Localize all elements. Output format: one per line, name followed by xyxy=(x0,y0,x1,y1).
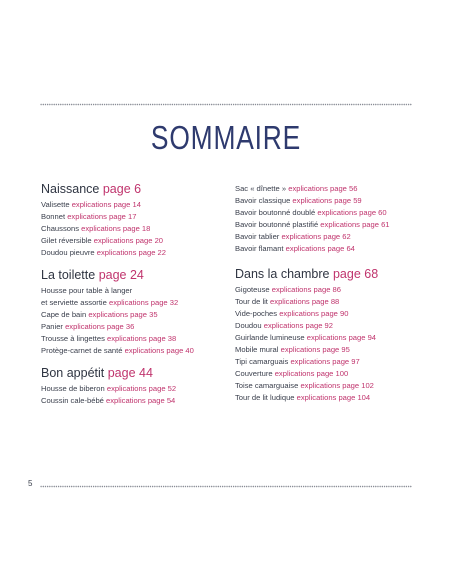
toc-item[interactable]: Panier explications page 36 xyxy=(41,322,135,331)
toc-item[interactable]: Guirlande lumineuse explications page 94 xyxy=(235,333,377,342)
toc-item[interactable]: Toise camarguaise explications page 102 xyxy=(235,381,374,390)
section-title: Dans la chambre xyxy=(235,267,330,281)
section-heading xyxy=(41,182,231,197)
toc-item[interactable]: Bavoir classique explications page 59 xyxy=(235,196,362,205)
section-page: page 24 xyxy=(98,268,144,282)
toc-item[interactable]: Gilet réversible explications page 20 xyxy=(41,236,164,245)
toc-item[interactable]: Couverture explications page 100 xyxy=(235,369,349,378)
toc-section-bon-appetit-continued xyxy=(235,183,425,255)
page-title: SOMMAIRE xyxy=(150,119,302,156)
toc-left-column xyxy=(41,182,231,416)
toc-item[interactable]: Doudou pieuvre explications page 22 xyxy=(41,248,166,257)
top-dotted-divider xyxy=(40,103,412,106)
section-title: La toilette xyxy=(41,268,96,282)
toc-item[interactable]: Chaussons explications page 18 xyxy=(41,224,151,233)
toc-item[interactable]: Mobile mural explications page 95 xyxy=(235,345,350,354)
toc-item[interactable]: Bavoir flamant explications page 64 xyxy=(235,244,355,253)
section-heading xyxy=(41,268,231,283)
toc-item[interactable]: Bonnet explications page 17 xyxy=(41,212,137,221)
toc-section-naissance xyxy=(41,182,231,259)
page-number: 5 xyxy=(28,479,33,488)
toc-item[interactable]: Valisette explications page 14 xyxy=(41,200,141,209)
toc-item[interactable]: Bavoir boutonné plastifié explications page 61 xyxy=(235,220,390,229)
bottom-dotted-divider xyxy=(40,485,412,488)
toc-item[interactable]: Tour de lit explications page 88 xyxy=(235,297,340,306)
toc-item[interactable]: Vide-poches explications page 90 xyxy=(235,309,349,318)
toc-item[interactable]: Bavoir boutonné doublé explications page 60 xyxy=(235,208,387,217)
section-page: page 68 xyxy=(332,267,379,281)
toc-right-column xyxy=(235,183,425,413)
toc-section-la-toilette xyxy=(41,268,231,357)
section-title: Naissance xyxy=(41,182,100,196)
toc-item[interactable]: Housse pour table à langer et serviette assortie explications page 32 xyxy=(41,286,179,307)
section-page: page 6 xyxy=(102,182,142,196)
toc-item[interactable]: Tipi camarguais explications page 97 xyxy=(235,357,360,366)
toc-item[interactable]: Housse de biberon explications page 52 xyxy=(41,384,177,393)
toc-item[interactable]: Protège-carnet de santé explications page 40 xyxy=(41,346,194,355)
toc-item[interactable]: Coussin cale-bébé explications page 54 xyxy=(41,396,176,405)
toc-item[interactable]: Bavoir tablier explications page 62 xyxy=(235,232,351,241)
toc-item[interactable]: Trousse à lingettes explications page 38 xyxy=(41,334,177,343)
toc-section-dans-la-chambre xyxy=(235,267,425,404)
section-heading xyxy=(235,267,425,282)
toc-section-bon-appetit xyxy=(41,366,231,407)
section-title: Bon appétit xyxy=(41,366,105,380)
toc-item[interactable]: Gigoteuse explications page 86 xyxy=(235,285,341,294)
toc-item[interactable]: Tour de lit ludique explications page 104 xyxy=(235,393,371,402)
toc-item[interactable]: Doudou explications page 92 xyxy=(235,321,333,330)
toc-item[interactable]: Cape de bain explications page 35 xyxy=(41,310,158,319)
section-page: page 44 xyxy=(107,366,153,380)
section-heading xyxy=(41,366,231,381)
toc-item[interactable]: Sac « dînette » explications page 56 xyxy=(235,184,358,193)
